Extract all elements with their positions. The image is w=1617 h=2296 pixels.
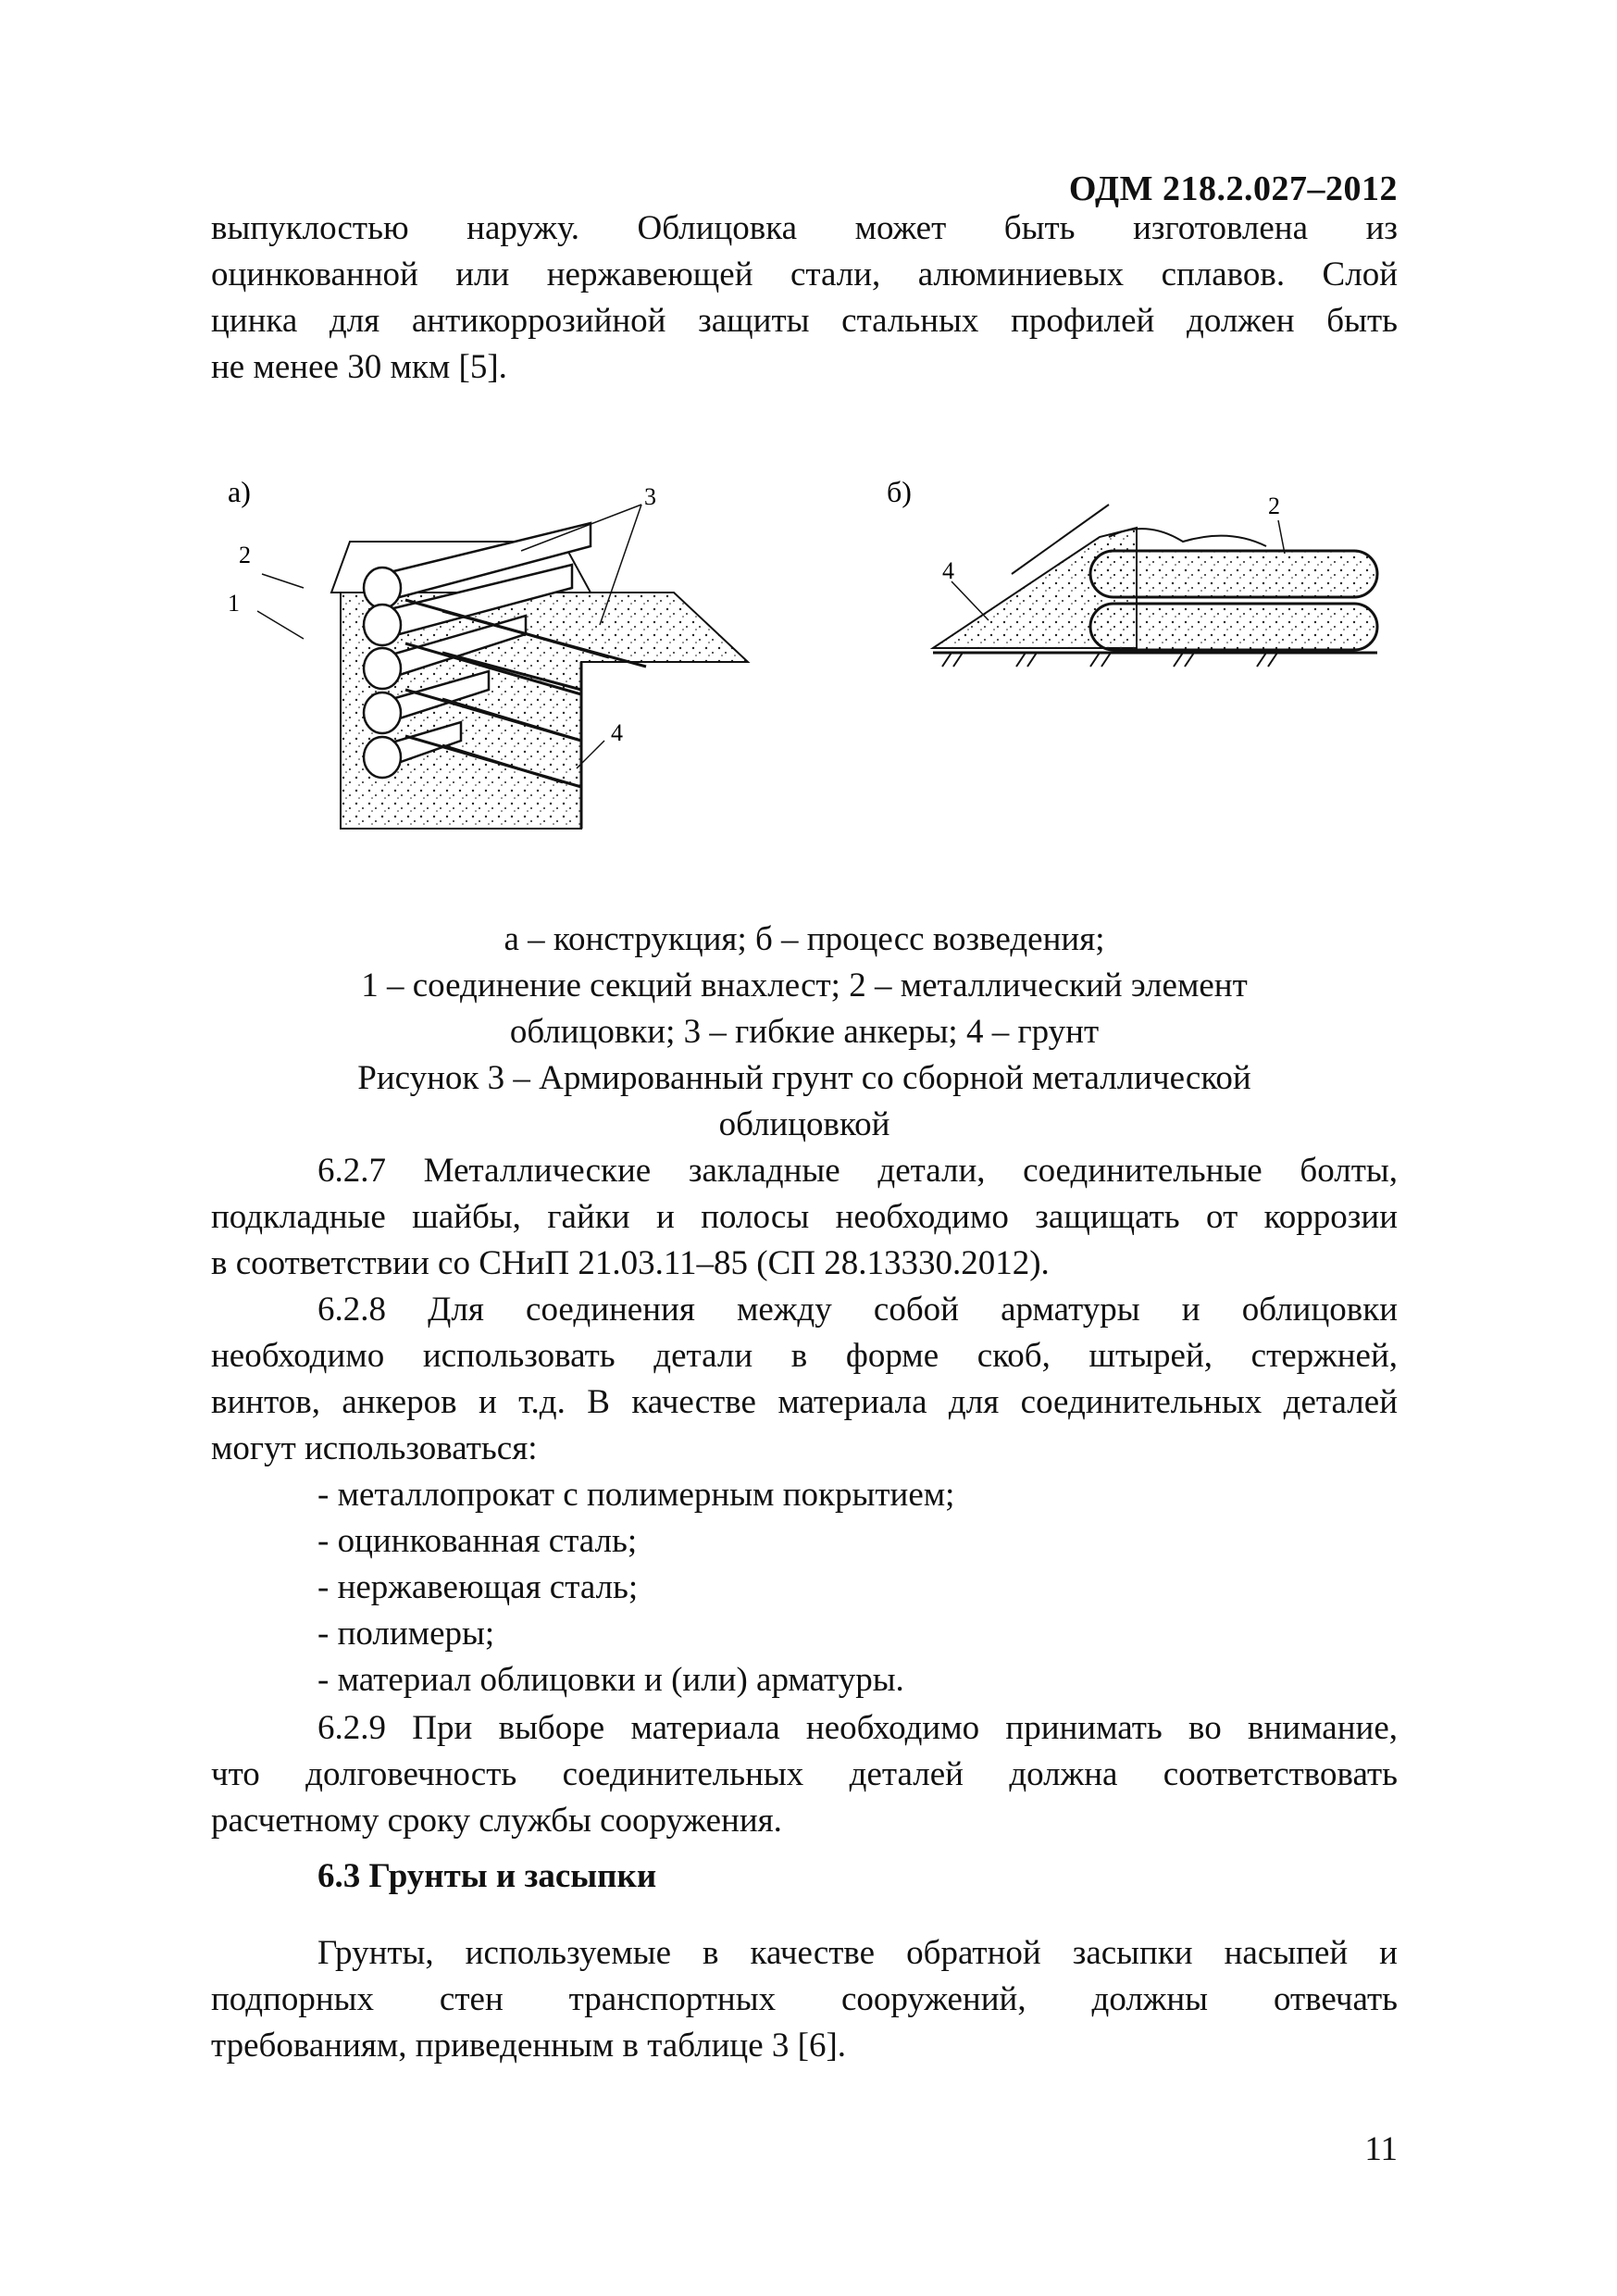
list-item: - нержавеющая сталь; [317,1568,639,1606]
list-item: - полимеры; [317,1615,495,1653]
text-line: оцинкованной или нержавеющей стали, алюминиевых сплавов. Слой [211,256,1398,293]
callout-2-a: 2 [239,542,251,568]
callout-3-a: 3 [644,483,656,510]
figure-title: Рисунок 3 – Армированный грунт со сборной металлической [357,1059,1251,1097]
caption-line: а – конструкция; б – процесс возведения; [504,920,1105,958]
text-line: могут использоваться: [211,1429,538,1467]
text-line: требованиям, приведенным в таблице 3 [6]. [211,2027,847,2065]
text-line: что долговечность соединительных деталей должна соответствовать [211,1755,1398,1793]
text-line: не менее 30 мкм [5]. [211,348,507,386]
text-line: необходимо использовать детали в форме скоб, штырей, стержней, [211,1337,1398,1375]
figure-caption [211,917,1398,1148]
text-line: 6.2.7 Металлические закладные детали, соединительные болты, [317,1152,1398,1190]
materials-list [317,1472,954,1703]
text-line: подпорных стен транспортных сооружений, должны отвечать [211,1980,1398,2018]
paragraph-6-2-7 [211,1148,1398,1287]
figure-reinforced-soil [211,463,1398,898]
text-line: цинка для антикоррозийной защиты стальных профилей должен быть [211,302,1398,340]
list-item: - материал облицовки и (или) арматуры. [317,1661,904,1699]
document-code: ОДМ 218.2.027–2012 [1068,169,1398,208]
paragraph-6-3 [211,1930,1398,2069]
callout-1-a: 1 [228,590,240,617]
text-line: в соответствии со СНиП 21.03.11–85 (СП 28.13330.2012). [211,1244,1050,1282]
text-line: винтов, анкеров и т.д. В качестве материала для соединительных деталей [211,1383,1398,1421]
list-item: - оцинкованная сталь; [317,1522,638,1560]
paragraph-6-2-9 [211,1705,1398,1844]
text-line: Грунты, используемые в качестве обратной засыпки насыпей и [317,1934,1398,1972]
list-item: - металлопрокат с полимерным покрытием; [317,1476,955,1514]
callout-4-a: 4 [611,719,623,746]
callout-4-b: 4 [942,557,954,584]
caption-line: 1 – соединение секций внахлест; 2 – металлический элемент [361,967,1248,1004]
caption-line: облицовки; 3 – гибкие анкеры; 4 – грунт [509,1013,1100,1051]
intro-paragraph [211,206,1398,391]
panel-b-label: б) [887,475,912,508]
page-number: 11 [1364,2130,1398,2168]
figure-title-cont: облицовкой [718,1105,890,1143]
paragraph-6-2-8 [211,1287,1398,1472]
text-line: 6.2.9 При выборе материала необходимо принимать во внимание, [317,1709,1398,1747]
text-line: расчетному сроку службы сооружения. [211,1802,782,1840]
text-line: 6.2.8 Для соединения между собой арматуры и облицовки [317,1291,1398,1329]
callout-2-b: 2 [1268,493,1280,519]
text-line: выпуклостью наружу. Облицовка может быть изготовлена из [211,209,1398,247]
section-heading-6-3: 6.3 Грунты и засыпки [317,1857,657,1895]
panel-a-label: а) [228,475,251,508]
text-line: подкладные шайбы, гайки и полосы необходимо защищать от коррозии [211,1198,1398,1236]
